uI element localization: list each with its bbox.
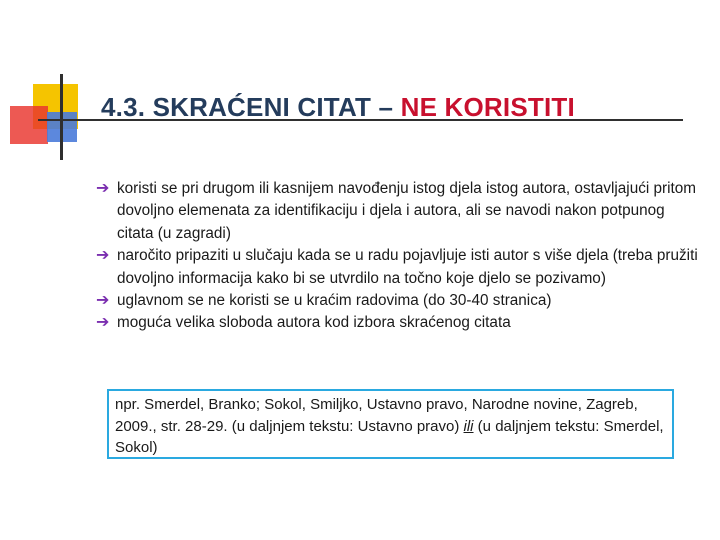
- example-ili: ili: [463, 417, 474, 435]
- title-main: 4.3. SKRAĆENI CITAT –: [101, 92, 401, 122]
- bullet-item: [96, 245, 701, 290]
- bullet-text: moguća velika sloboda autora kod izbora skraćenog citata: [117, 314, 511, 332]
- bullet-list: [96, 178, 701, 335]
- bullet-item: [96, 290, 701, 312]
- arrow-right-icon: ➔: [96, 292, 110, 310]
- arrow-right-icon: ➔: [96, 180, 110, 197]
- slide-title: [101, 92, 575, 123]
- arrow-right-icon: ➔: [96, 247, 110, 265]
- decorative-red-square: [10, 106, 48, 144]
- bullet-item: [96, 178, 701, 245]
- example-text-part1: npr. Smerdel, Branko; Sokol, Smiljko, Ustavno pravo, Narodne novine, Zagreb, 2009., str. 28-29. (u daljnjem tekstu: Ustavno pravo): [115, 396, 638, 435]
- arrow-right-icon: ➔: [96, 314, 110, 332]
- bullet-text: koristi se pri drugom ili kasnijem navođenju istog djela istog autora, ostavljajući pritom dovoljno elemenata za identifikaciju i djela i autora, ali se navodi nakon potpunog citata (u zagradi): [117, 180, 697, 242]
- bullet-item: [96, 312, 701, 334]
- bullet-text: naročito pripaziti u slučaju kada se u radu pojavljuje isti autor s više djela (treba pružiti dovoljno informacija kako bi se utvrdilo na točno koje djelo se pozivamo): [117, 247, 698, 287]
- example-citation-box: [107, 389, 674, 459]
- bullet-text: uglavnom se ne koristi se u kraćim radovima (do 30-40 stranica): [117, 292, 552, 310]
- title-accent: NE KORISTITI: [400, 92, 575, 122]
- example-text-part2: (u daljnjem tekstu: Smerdel, Sokol): [115, 417, 664, 456]
- decorative-vertical-line: [60, 74, 63, 160]
